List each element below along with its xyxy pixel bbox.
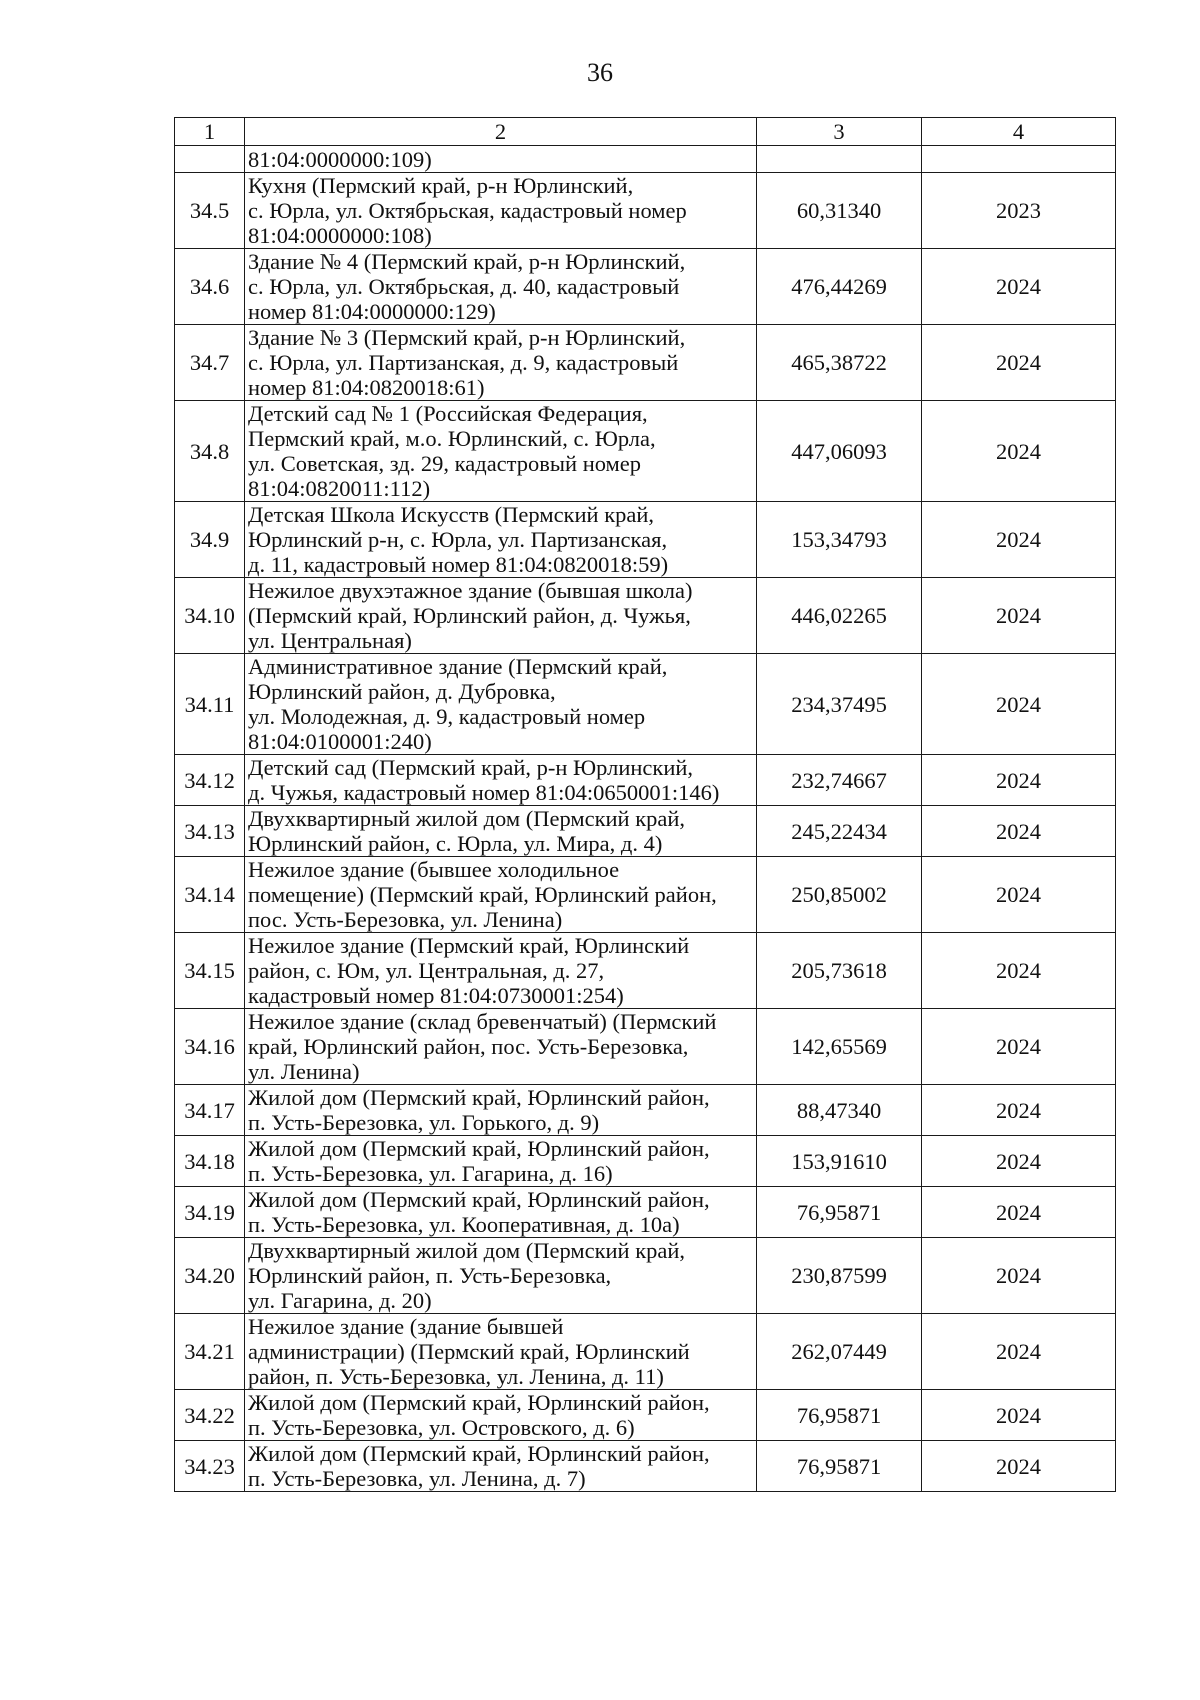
row-description — [245, 1238, 757, 1314]
row-description — [245, 146, 757, 173]
row-description — [245, 806, 757, 857]
table-row — [175, 1441, 1116, 1492]
table-row — [175, 502, 1116, 578]
row-value: 232,74667 — [757, 755, 922, 806]
row-year: 2024 — [922, 1390, 1116, 1441]
row-year: 2023 — [922, 173, 1116, 249]
row-value: 76,95871 — [757, 1441, 922, 1492]
row-number: 34.11 — [175, 654, 245, 755]
description-line: Детский сад (Пермский край, р-н Юрлинский, — [248, 755, 694, 780]
description-line: 81:04:0100001:240) — [248, 729, 432, 754]
description-line: (Пермский край, Юрлинский район, д. Чужья, — [248, 603, 691, 628]
description-line: Детский сад № 1 (Российская Федерация, — [248, 401, 648, 426]
description-line: номер 81:04:0000000:129) — [248, 299, 496, 324]
row-year: 2024 — [922, 325, 1116, 401]
row-description — [245, 1187, 757, 1238]
description-line: п. Усть-Березовка, ул. Гагарина, д. 16) — [248, 1161, 613, 1186]
table-row — [175, 1009, 1116, 1085]
row-number: 34.14 — [175, 857, 245, 933]
row-value: 447,06093 — [757, 401, 922, 502]
description-line: с. Юрла, ул. Октябрьская, д. 40, кадастровый — [248, 274, 680, 299]
table-body — [175, 118, 1116, 1492]
page-number: 36 — [587, 58, 613, 87]
description-line: пос. Усть-Березовка, ул. Ленина) — [248, 907, 563, 932]
description-line: Детская Школа Искусств (Пермский край, — [248, 502, 655, 527]
description-line: Нежилое здание (здание бывшей — [248, 1314, 564, 1339]
row-description — [245, 1390, 757, 1441]
description-line: 81:04:0000000:108) — [248, 223, 432, 248]
description-line: Юрлинский р-н, с. Юрла, ул. Партизанская, — [248, 527, 668, 552]
description-line: п. Усть-Березовка, ул. Ленина, д. 7) — [248, 1466, 586, 1491]
row-number: 34.13 — [175, 806, 245, 857]
row-number: 34.16 — [175, 1009, 245, 1085]
description-line: с. Юрла, ул. Октябрьская, кадастровый номер — [248, 198, 687, 223]
row-number: 34.8 — [175, 401, 245, 502]
header-col-2: 2 — [245, 118, 757, 146]
row-number: 34.6 — [175, 249, 245, 325]
row-description — [245, 249, 757, 325]
row-year — [922, 146, 1116, 173]
description-line: район, с. Юм, ул. Центральная, д. 27, — [248, 958, 605, 983]
description-line: п. Усть-Березовка, ул. Островского, д. 6) — [248, 1415, 635, 1440]
row-year: 2024 — [922, 806, 1116, 857]
row-number: 34.5 — [175, 173, 245, 249]
description-line: Нежилое здание (Пермский край, Юрлинский — [248, 933, 690, 958]
row-value: 76,95871 — [757, 1390, 922, 1441]
row-year: 2024 — [922, 933, 1116, 1009]
row-description — [245, 1314, 757, 1390]
description-line: Юрлинский район, п. Усть-Березовка, — [248, 1263, 612, 1288]
description-line: администрации) (Пермский край, Юрлинский — [248, 1339, 690, 1364]
description-line: Юрлинский район, с. Юрла, ул. Мира, д. 4) — [248, 831, 663, 856]
row-number — [175, 146, 245, 173]
row-year: 2024 — [922, 1441, 1116, 1492]
table-row — [175, 1390, 1116, 1441]
header-col-4: 4 — [922, 118, 1116, 146]
row-number: 34.9 — [175, 502, 245, 578]
row-year: 2024 — [922, 249, 1116, 325]
description-line: ул. Советская, зд. 29, кадастровый номер — [248, 451, 642, 476]
description-line: Административное здание (Пермский край, — [248, 654, 668, 679]
description-line: Юрлинский район, д. Дубровка, — [248, 679, 556, 704]
row-number: 34.18 — [175, 1136, 245, 1187]
row-description — [245, 1136, 757, 1187]
row-description — [245, 325, 757, 401]
row-number: 34.22 — [175, 1390, 245, 1441]
row-number: 34.21 — [175, 1314, 245, 1390]
row-year: 2024 — [922, 1314, 1116, 1390]
row-description — [245, 173, 757, 249]
table-row — [175, 1136, 1116, 1187]
row-year: 2024 — [922, 578, 1116, 654]
header-col-3: 3 — [757, 118, 922, 146]
table-row — [175, 755, 1116, 806]
table-row — [175, 173, 1116, 249]
description-line: Нежилое здание (склад бревенчатый) (Пермский — [248, 1009, 717, 1034]
row-year: 2024 — [922, 1009, 1116, 1085]
table-row — [175, 1314, 1116, 1390]
row-value: 465,38722 — [757, 325, 922, 401]
description-line: Жилой дом (Пермский край, Юрлинский район, — [248, 1187, 710, 1212]
row-number: 34.23 — [175, 1441, 245, 1492]
row-description — [245, 1085, 757, 1136]
property-table — [174, 117, 1116, 1492]
description-line: 81:04:0000000:109) — [248, 146, 432, 172]
row-value: 60,31340 — [757, 173, 922, 249]
row-value: 476,44269 — [757, 249, 922, 325]
row-description — [245, 578, 757, 654]
row-value: 230,87599 — [757, 1238, 922, 1314]
row-year: 2024 — [922, 401, 1116, 502]
row-value: 205,73618 — [757, 933, 922, 1009]
row-description — [245, 1441, 757, 1492]
description-line: Двухквартирный жилой дом (Пермский край, — [248, 806, 686, 831]
description-line: помещение) (Пермский край, Юрлинский район, — [248, 882, 717, 907]
description-line: край, Юрлинский район, пос. Усть-Березовка, — [248, 1034, 689, 1059]
description-line: п. Усть-Березовка, ул. Горького, д. 9) — [248, 1110, 600, 1135]
row-number: 34.12 — [175, 755, 245, 806]
row-value: 142,65569 — [757, 1009, 922, 1085]
description-line: Здание № 4 (Пермский край, р-н Юрлинский, — [248, 249, 686, 274]
table-row — [175, 1187, 1116, 1238]
row-description — [245, 502, 757, 578]
row-value: 88,47340 — [757, 1085, 922, 1136]
description-line: Жилой дом (Пермский край, Юрлинский район, — [248, 1390, 710, 1415]
table-row — [175, 1085, 1116, 1136]
row-value: 76,95871 — [757, 1187, 922, 1238]
row-number: 34.20 — [175, 1238, 245, 1314]
table-row — [175, 857, 1116, 933]
description-line: Нежилое двухэтажное здание (бывшая школа) — [248, 578, 693, 603]
description-line: Пермский край, м.о. Юрлинский, с. Юрла, — [248, 426, 656, 451]
description-line: ул. Молодежная, д. 9, кадастровый номер — [248, 704, 646, 729]
description-line: ул. Гагарина, д. 20) — [248, 1288, 432, 1313]
description-line: ул. Ленина) — [248, 1059, 360, 1084]
continuation-row — [175, 146, 1116, 173]
row-value: 446,02265 — [757, 578, 922, 654]
row-description — [245, 857, 757, 933]
table-row — [175, 654, 1116, 755]
row-number: 34.19 — [175, 1187, 245, 1238]
description-line: Жилой дом (Пермский край, Юрлинский район, — [248, 1441, 710, 1466]
description-line: Нежилое здание (бывшее холодильное — [248, 857, 620, 882]
description-line: район, п. Усть-Березовка, ул. Ленина, д. 11) — [248, 1364, 664, 1389]
row-value — [757, 146, 922, 173]
description-line: номер 81:04:0820018:61) — [248, 375, 485, 400]
description-line: Кухня (Пермский край, р-н Юрлинский, — [248, 173, 634, 198]
description-line: 81:04:0820011:112) — [248, 476, 431, 501]
description-line: д. Чужья, кадастровый номер 81:04:0650001:146) — [248, 780, 720, 805]
table-row — [175, 401, 1116, 502]
row-year: 2024 — [922, 1136, 1116, 1187]
description-line: Здание № 3 (Пермский край, р-н Юрлинский, — [248, 325, 686, 350]
row-description — [245, 654, 757, 755]
row-value: 234,37495 — [757, 654, 922, 755]
row-value: 250,85002 — [757, 857, 922, 933]
table-row — [175, 249, 1116, 325]
table-row — [175, 806, 1116, 857]
row-description — [245, 933, 757, 1009]
row-description — [245, 1009, 757, 1085]
row-year: 2024 — [922, 857, 1116, 933]
description-line: ул. Центральная) — [248, 628, 412, 653]
row-number: 34.7 — [175, 325, 245, 401]
description-line: Жилой дом (Пермский край, Юрлинский район, — [248, 1136, 710, 1161]
description-line: п. Усть-Березовка, ул. Кооперативная, д. 10а) — [248, 1212, 680, 1237]
row-value: 153,91610 — [757, 1136, 922, 1187]
table-row — [175, 933, 1116, 1009]
row-year: 2024 — [922, 755, 1116, 806]
row-value: 262,07449 — [757, 1314, 922, 1390]
row-value: 153,34793 — [757, 502, 922, 578]
row-value: 245,22434 — [757, 806, 922, 857]
description-line: д. 11, кадастровый номер 81:04:0820018:59) — [248, 552, 669, 577]
table-header-row — [175, 118, 1116, 146]
row-year: 2024 — [922, 1085, 1116, 1136]
description-line: Жилой дом (Пермский край, Юрлинский район, — [248, 1085, 710, 1110]
row-number: 34.17 — [175, 1085, 245, 1136]
row-year: 2024 — [922, 1238, 1116, 1314]
row-description — [245, 755, 757, 806]
row-description — [245, 401, 757, 502]
row-year: 2024 — [922, 502, 1116, 578]
row-year: 2024 — [922, 654, 1116, 755]
table-row — [175, 578, 1116, 654]
table-row — [175, 325, 1116, 401]
row-number: 34.10 — [175, 578, 245, 654]
description-line: кадастровый номер 81:04:0730001:254) — [248, 983, 624, 1008]
row-number: 34.15 — [175, 933, 245, 1009]
table-row — [175, 1238, 1116, 1314]
header-col-1: 1 — [175, 118, 245, 146]
description-line: Двухквартирный жилой дом (Пермский край, — [248, 1238, 686, 1263]
row-year: 2024 — [922, 1187, 1116, 1238]
description-line: с. Юрла, ул. Партизанская, д. 9, кадастровый — [248, 350, 679, 375]
